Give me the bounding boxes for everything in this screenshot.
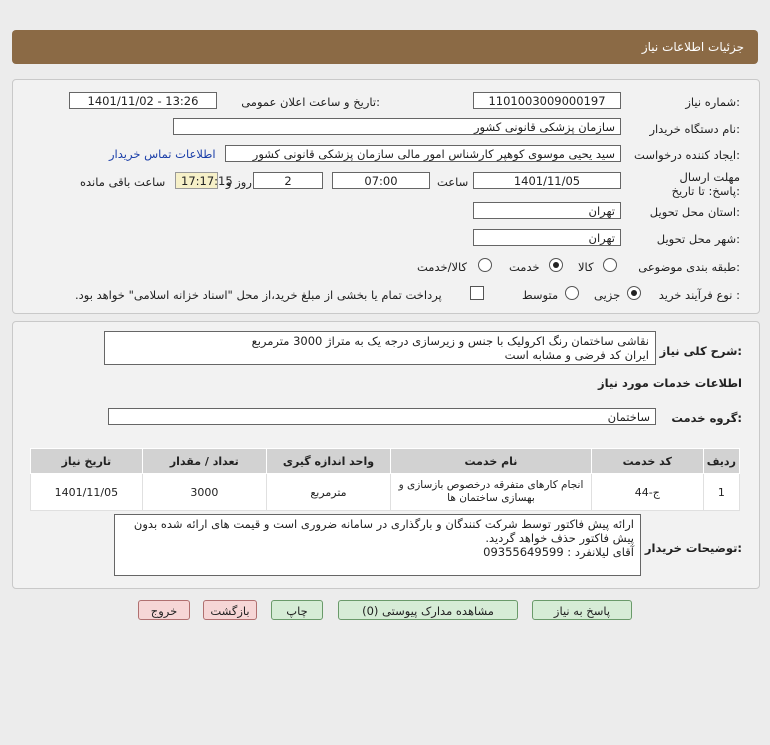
remaining-label: ساعت باقی مانده — [80, 175, 166, 189]
treasury-checkbox[interactable] — [470, 286, 484, 300]
table-row — [31, 474, 740, 511]
description-line-2: ایران کد فرضی و مشابه است — [504, 348, 649, 362]
process-label: نوع فرآیند خرید : — [658, 288, 740, 302]
col-name: نام خدمت — [391, 449, 592, 474]
remaining-time-field: 17:17:15 — [175, 172, 218, 189]
buyer-notes-line-3: آقای لیلانفرد : 09355649599 — [483, 545, 634, 559]
description-field — [104, 331, 656, 365]
service-group-field: ساختمان — [108, 408, 656, 425]
col-code: کد خدمت — [591, 449, 703, 474]
back-button[interactable]: بازگشت — [203, 600, 257, 620]
col-qty: تعداد / مقدار — [142, 449, 266, 474]
buyer-notes-label: توضیحات خریدار: — [644, 541, 742, 555]
creator-field: سید یحیی موسوی کوهپر کارشناس امور مالی سازمان پزشکی قانونی کشور — [225, 145, 621, 162]
deadline-time-label: ساعت — [437, 175, 469, 189]
col-date: تاریخ نیاز — [31, 449, 143, 474]
announce-label: تاریخ و ساعت اعلان عمومی: — [241, 95, 380, 109]
category-option-goods: کالا — [578, 260, 594, 274]
city-field: تهران — [473, 229, 621, 246]
page-header — [12, 30, 758, 64]
buyer-notes-line-2: پیش فاکتور حذف خواهد گردید. — [485, 531, 634, 545]
row-service-name: انجام کارهای متفرقه درخصوص بازسازی و بهسازی ساختمان ها — [391, 474, 592, 511]
services-table-header — [31, 449, 740, 474]
row-code: ج-44 — [591, 474, 703, 511]
deadline-label: مهلت ارسال پاسخ: تا تاریخ: — [671, 170, 740, 198]
creator-label: ایجاد کننده درخواست: — [634, 148, 740, 162]
category-radio-goods-service[interactable] — [478, 258, 492, 272]
row-date: 1401/11/05 — [31, 474, 143, 511]
category-radio-service[interactable] — [549, 258, 563, 272]
buyer-notes-field — [114, 514, 641, 576]
province-label: استان محل تحویل: — [649, 205, 740, 219]
row-index: 1 — [703, 474, 739, 511]
days-label: روز و — [226, 175, 252, 189]
services-table — [30, 448, 740, 511]
deadline-time-field: 07:00 — [332, 172, 430, 189]
deadline-date-field: 1401/11/05 — [473, 172, 621, 189]
need-number-field: 1101003009000197 — [473, 92, 621, 109]
category-radio-goods[interactable] — [603, 258, 617, 272]
need-number-label: شماره نیاز: — [685, 95, 740, 109]
buyer-org-label: نام دستگاه خریدار: — [649, 122, 740, 136]
page-title: جزئیات اطلاعات نیاز — [641, 40, 744, 54]
process-option-minor: جزیی — [594, 288, 621, 302]
description-label: شرح کلی نیاز: — [659, 344, 742, 358]
row-unit: مترمربع — [266, 474, 390, 511]
row-qty: 3000 — [142, 474, 266, 511]
buyer-notes-line-1: ارائه پیش فاکتور توسط شرکت کنندگان و بارگذاری در سامانه ضروری است و قیمت های ارائه شده بدون — [133, 517, 634, 531]
buyer-contact-link[interactable]: اطلاعات تماس خریدار — [109, 147, 216, 161]
attachments-button[interactable]: مشاهده مدارک پیوستی (0) — [338, 600, 518, 620]
announce-field: 1401/11/02 - 13:26 — [69, 92, 217, 109]
city-label: شهر محل تحویل: — [656, 232, 740, 246]
print-button[interactable]: چاپ — [271, 600, 323, 620]
description-line-1: نقاشی ساختمان رنگ اکرولیک با جنس و زیرسازی درجه یک به متراژ 3000 مترمربع — [251, 334, 649, 348]
info-panel — [12, 79, 760, 314]
category-label: طبقه بندی موضوعی: — [638, 260, 740, 274]
province-field: تهران — [473, 202, 621, 219]
col-unit: واحد اندازه گیری — [266, 449, 390, 474]
service-group-label: گروه خدمت: — [671, 411, 742, 425]
exit-button[interactable]: خروج — [138, 600, 190, 620]
col-row: ردیف — [703, 449, 739, 474]
process-option-medium: متوسط — [522, 288, 559, 302]
buyer-org-field: سازمان پزشکی قانونی کشور — [173, 118, 621, 135]
payment-note: پرداخت تمام یا بخشی از مبلغ خرید،از محل "اسناد خزانه اسلامی" خواهد بود. — [75, 288, 442, 302]
days-field: 2 — [253, 172, 323, 189]
reply-button[interactable]: پاسخ به نیاز — [532, 600, 632, 620]
process-radio-medium[interactable] — [565, 286, 579, 300]
services-section-title: اطلاعات خدمات مورد نیاز — [598, 376, 742, 390]
category-option-service: خدمت — [509, 260, 540, 274]
category-option-goods-service: کالا/خدمت — [417, 260, 468, 274]
process-radio-minor[interactable] — [627, 286, 641, 300]
